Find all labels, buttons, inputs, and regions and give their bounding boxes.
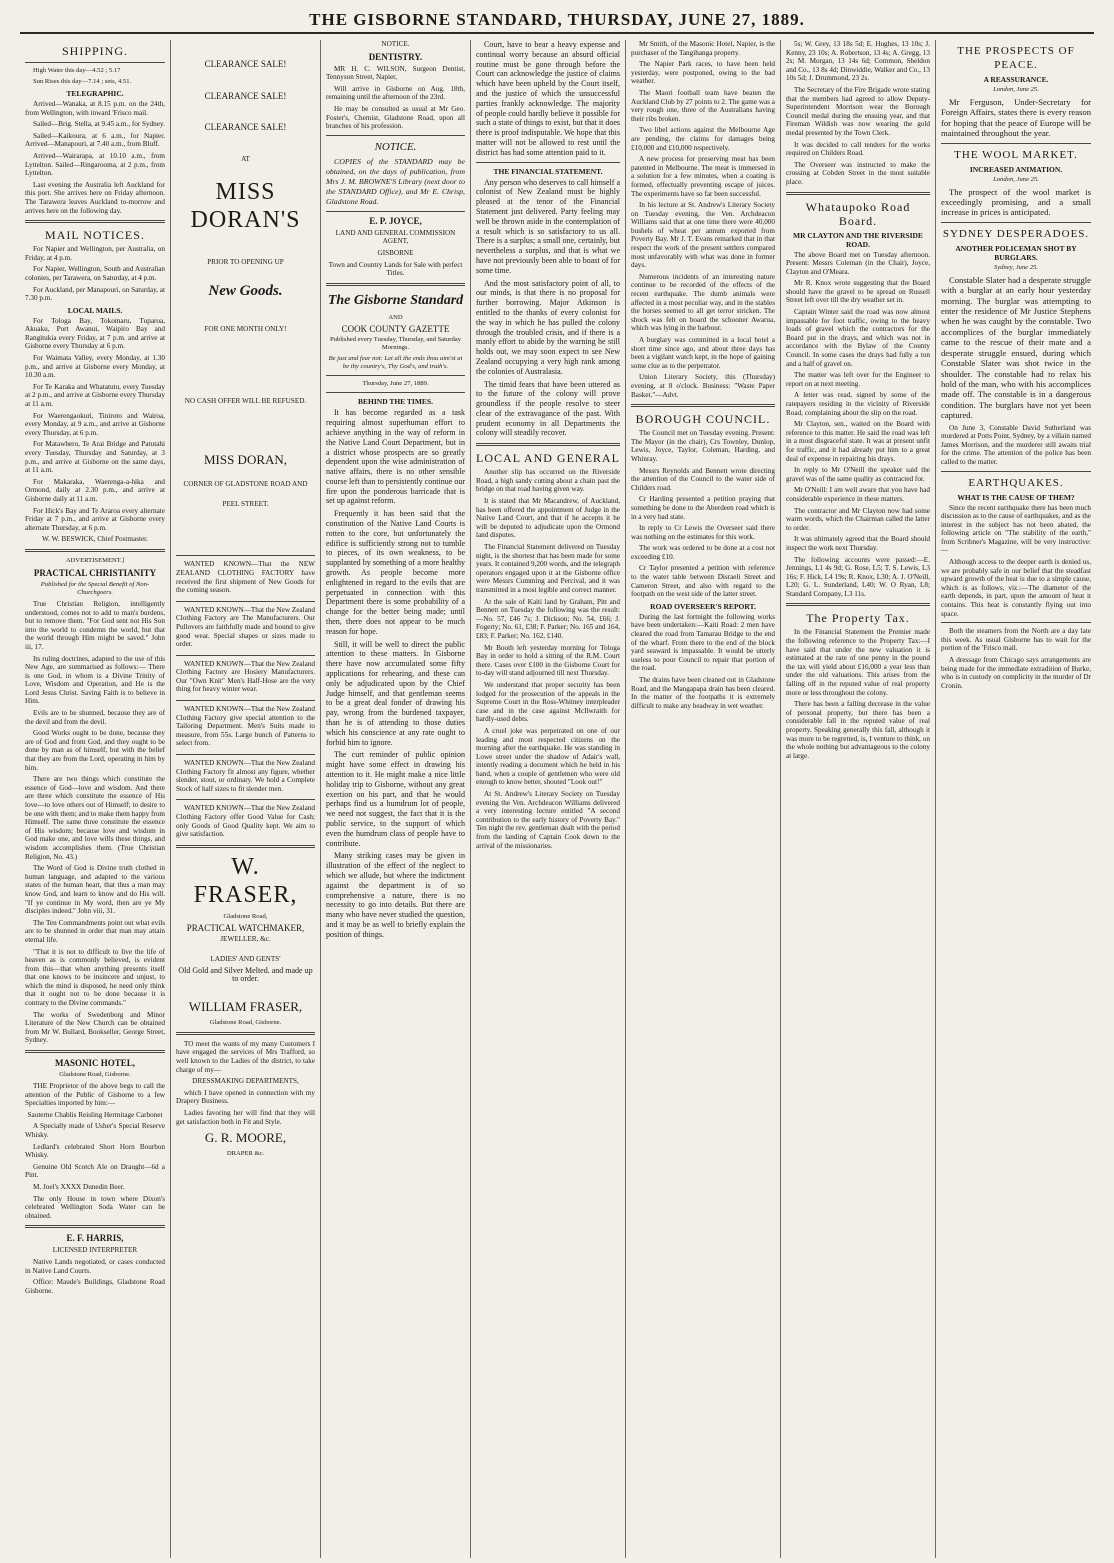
shipping-heading: SHIPPING. (61, 44, 128, 58)
clayton-subheading: MR CLAYTON AND THE RIVERSIDE ROAD. (793, 230, 923, 249)
clearance-sale-3: CLEARANCE SALE! (204, 122, 287, 133)
fraser-address: Gladstone Road, (223, 912, 268, 920)
divider (941, 471, 1091, 472)
news-item: There has been a falling decrease in the value of personal property, but there has been a considerable fall in the reputed value of real property. Speaking generally this fall, although it was more to be regretted, is, I venture to think, on the whole nothing but advantageous to the colony at large. (786, 700, 930, 760)
wanted-known-ad: WANTED KNOWN—That the NEW ZEALAND CLOTHING FACTORY have received the first shipment of New Goods for the coming season. (176, 560, 315, 595)
mail-item: For Matawhero, Te Arai Bridge and Patutahi every Tuesday, Thursday and Saturday, at 3 p.m., and arrive at Gisborne on the same days, at 11 a.m. (25, 440, 165, 475)
advertisement-label: ADVERTISEMENT.] (65, 556, 125, 564)
ad-text: Native Lands negotiated, or cases conducted in Native Land Courts. (25, 1257, 165, 1275)
ad-text: which I have opened in connection with my Drapery Business. (176, 1088, 315, 1106)
shipping-item: Arrived—Wanaka, at 8.15 p.m. on the 24th, from Wellington, with inward 'Frisco mail. (25, 100, 165, 117)
divider (786, 603, 930, 606)
editorial-paragraph: The timid fears that have been uttered as to the future of the colony will prove groundless if the people resolve to steer clear of the extravagance of the past. With prudent economy in all Departments the colony will steadily recover. (476, 379, 620, 438)
divider (176, 1032, 315, 1035)
news-item: In reply to Cr Lewis the Overseer said there was nothing on the estimates for this work. (631, 524, 775, 541)
wanted-known-ad: WANTED KNOWN—That the New Zealand Clothing Factory give special attention to the Tailoring Department. Men's Suits made to measure, from 55s. Large bunch of Patterns to select from. (176, 705, 315, 748)
column-2 (170, 40, 320, 1558)
news-item: Union Literary Society, this (Thursday) evening, at 8 o'clock. Business: "Waste Paper Basket."—Advt. (631, 373, 775, 399)
news-item: Mr Clayton, sen., waited on the Board with reference to this matter. He said the road was left in a most disgraceful state. It was at present unfit for traffic, and it had already put him to a great deal of expense in repairing his drays. (786, 420, 930, 463)
jeweller-label: JEWELLER, &c. (220, 935, 271, 944)
news-item: We understand that proper security has been lodged for the prosecution of the appeals in the Supreme Court in the Ross-Whitney interpleader case and in the case against McIlwraith for hardly-used debts. (476, 680, 620, 724)
notice-heading-2: NOTICE. (374, 140, 417, 153)
divider (326, 135, 465, 136)
news-item: The Council met on Tuesday evening. Present: The Mayor (in the chair), Crs Townley, Dunlop, Lewis, Joyce, Taylor, Coleman, Harding, and Whinray. (631, 429, 775, 463)
mail-item: For Tologa Bay, Tokomaru, Tuparoa, Akuaku, Port Awanui, Waipiro Bay and Rangitukia every Friday, at 7 p.m. and arrive at Gisborne every Thursday at 6 p.m. (25, 316, 165, 351)
road-overseer-heading: ROAD OVERSEER'S REPORT. (650, 601, 756, 611)
editorial-paragraph: And the most satisfactory point of all, to our minds, is that there is no proposal for further borrowing. Major Atkinson is entitled to the thanks of every colonist for the way in which he has pulled the colony through the troubled crisis, and if there is a manly effort to abide by the warning he still holds out, we may soon expect to see New Zealand occupying a very high rank among the colonies of Australasia. (476, 278, 620, 376)
article-paragraph: The works of Swedenborg and Minor Literature of the New Church can be obtained from Mr W. Bullard, Bookseller, George Street, Sydney. (25, 1010, 165, 1045)
clearance-sale-2: CLEARANCE SALE! (204, 90, 287, 101)
new-goods-heading: New Goods. (208, 282, 283, 299)
news-item: 5s; W. Grey, 13 18s 5d; E. Hughes, 13 10s; J. Kenny, 23 10s; A. Robertson, 13 4s; A. Gregg, 13 2s; M. Morgan, 13 14s 6d; Common, Sheldon and Co., 13 8s 4d; Dinwiddie, Walker and Co., 13 10s 5d; J. Drummond, 23 2s. (786, 40, 930, 83)
wool-market-heading: THE WOOL MARKET. (954, 148, 1078, 161)
news-item: Since the recent earthquake there has been much discussion as to the cause of earthquakes, and as the interest in the subject has not been abated, the following article on "The stability of the earth," from Scribner's Magazine, will be very instructive:— (941, 503, 1091, 555)
divider (176, 655, 315, 656)
article-paragraph: Good Works ought to be done, because they are of God and from God, and they ought to be done by man as of himself, but with the belief that they are from the Lord, operating in him by him. (25, 729, 165, 772)
local-mails-heading: LOCAL MAILS. (67, 305, 123, 315)
news-item: Captain Winter said the road was now almost impassable for foot traffic, owing to the heavy loads of gravel which the contractors for the Board put in the drays, and which was not in accordance with the Bylaw of the County Council. In some cases the drays had fully a ton and a half of gravel on. (786, 308, 930, 368)
divider (25, 220, 165, 223)
news-item: The Secretary of the Fire Brigade wrote stating that the members had agreed to allow Deputy-Superintendent Morrison wear the Borough Council medal during the ensuing year, and that Fireman Wildish was now wearing the gold medal presented by the Town Clerk. (786, 85, 930, 137)
newspaper-name: The Gisborne Standard (327, 292, 464, 308)
news-item: Both the steamers from the North are a day late this week. As usual Gisborne has to wait for the portion of the 'Frisco mail. (941, 627, 1091, 653)
column-6 (780, 40, 935, 1558)
wanted-known-ad: WANTED KNOWN—That the New Zealand Clothing Factory are Hosiery Manufacturers. Our "Own Knit" Men's Half-Hose are the very thing for heavy winter wear. (176, 659, 315, 694)
at-label: AT (241, 154, 250, 163)
divider (631, 404, 775, 407)
editorial-heading: BEHIND THE TIMES. (358, 397, 433, 407)
prospects-heading: THE PROSPECTS OF PEACE. (957, 45, 1075, 71)
cable-item: Constable Slater had a desperate struggle with a burglar at an early hour yesterday morning. The burglar was attempting to enter the residence of Mr Justice Stephens when he was caught by the constable. Two accomplices of the burglar immediately came to the rescue of their mate and a desperate struggle ensued, during which Constable Slater was shot twice in the shoulder. The constable had to relax his hold of the man, who with his accomplices made off. The constable is in a dangerous condition. The burglars have not yet been captured. (941, 274, 1091, 421)
published-label: Published every Tuesday, Thursday, and Saturday Mornings. (329, 336, 462, 352)
news-item: The Overseer was instructed to make the crossing at Cobden Street in the most suitable place. (786, 160, 930, 186)
news-item: A cruel joke was perpetrated on one of our leading and most respected citizens on the morning after the earthquake. He was standing in Lowe street under the shadow of Adair's wall, intently reading a document which he held in his hand, when a couple of gentlemen who were old enough to know better, shouted "Look out!" (476, 726, 620, 787)
dentistry-heading: DENTISTRY. (368, 51, 423, 62)
divider (176, 754, 315, 755)
cause-subheading: WHAT IS THE CAUSE OF THEM? (957, 492, 1075, 502)
article-paragraph: "That it is not to difficult to live the life of heaven as is commonly believed, is evident from this—that when anything presents itself that one knows to be insincere and unjust, to which the mind is disposed, he need only think that it ought not to be done because it is contrary to the Divine commands." (25, 947, 165, 1008)
masonic-address: Gladstone Road, Gisborne. (59, 1071, 131, 1079)
article-paragraph: True Christian Religion, intelligently understood, comes not to add to man's burdens, but to remove them. "For God sent not His Son into the world to condemn the world, but that the world through Him might be saved." John iii, 17. (25, 599, 165, 651)
masthead: THE GISBORNE STANDARD, THURSDAY, JUNE 27, 1889. (20, 10, 1094, 34)
practical-christianity-heading: PRACTICAL CHRISTIANITY (33, 567, 157, 578)
divider (476, 443, 620, 446)
divider (25, 1050, 165, 1053)
ad-text: LICENSED INTERPRETER (52, 1246, 138, 1255)
ad-text: He may be consulted as usual at Mr Geo. Foster's, Chemist, Gladstone Road, upon all branches of his profession. (326, 104, 465, 131)
ad-text: Ledlard's celebrated Short Horn Bourbon Whisky. (25, 1142, 165, 1160)
editorial-paragraph: Still, it will be well to direct the public attention to these matters. In Gisborne there have now accumulated some fifty applications for rehearing, and these can only be adjudicated upon by the Chief Judge himself, and that gentleman seems to be a great deal fonder of drawing his pay, wrong from the burdened taxpayer, than he is of attending to those duties which his conscience at any rate ought to forbid him to ignore. (326, 639, 465, 747)
divider (941, 143, 1091, 144)
article-paragraph: Its ruling doctrines, adapted to the use of this New Age, are summarised as follows:— There is one God, in whom is a Divine Trinity of Love, Wisdom and Operation, and He is the Lord Jesus Christ. Saving Faith is to believe in Him. (25, 654, 165, 706)
notice-heading: NOTICE. (381, 40, 410, 48)
news-item: The above Board met on Tuesday afternoon. Present: Messrs Coleman (in the Chair), Joyce, Clayton and O'Meara. (786, 250, 930, 276)
article-paragraph: Evils are to be shunned, because they are of the devil and from the devil. (25, 709, 165, 726)
gold-label: Old Gold and Silver Melted. and made up to order. (178, 965, 313, 984)
joyce-heading: E. P. JOYCE, (369, 215, 422, 226)
mail-item: For Waimata Valley, every Monday, at 1.30 p.m., and arrive at Gisborne every Monday, at 10.30 a.m. (25, 354, 165, 380)
harris-heading: E. F. HARRIS, (66, 1233, 124, 1244)
column-4 (470, 40, 625, 1558)
policeman-subheading: ANOTHER POLICEMAN SHOT BY BURGLARS. (955, 243, 1077, 262)
newspaper-and: AND (388, 313, 403, 321)
ad-text: LAND AND GENERAL COMMISSION AGENT, (335, 228, 456, 246)
increased-animation-subheading: INCREASED ANIMATION. (969, 164, 1063, 174)
divider (941, 622, 1091, 623)
wanted-known-ad: WANTED KNOWN—That the New Zealand Clothing Factory offer Good Value for Cash; only Goods of Good Quality kept. We aim to give satisfaction. (176, 804, 315, 839)
whataupoko-heading: Whataupoko Road Board. (805, 199, 911, 228)
news-item: The drains have been cleaned out in Gladstone Road, and the Mangapapa drain has been cleared. In the matter of the footpaths it is extremely difficult to make any headway in wet weather. (631, 676, 775, 710)
news-item: The following accounts were passed:—E. Jennings, L1 4s 9d; G. Rose, L5; T. S. Lewis, L3 16s; F. Hick, L4 19s; R. Knox, L30; A. J. O'Neill, L20; G. L. Sunderland, L40; W. O Ryan, L8; Standard Company, L3 11s. (786, 555, 930, 598)
news-item: Two libel actions against the Melbourne Age are pending, the claims for damages being £10,000 and £10,000 respectively. (631, 126, 775, 152)
dressmaking-label: DRESSMAKING DEPARTMENTS, (192, 1077, 299, 1086)
doran-address: CORNER OF GLADSTONE ROAD AND (183, 480, 308, 489)
news-item: Messrs Reynolds and Bennett wrote directing the attention of the Council to the water side of Childers road. (631, 466, 775, 492)
divider (326, 211, 465, 212)
divider (786, 192, 930, 195)
divider (326, 392, 465, 393)
mail-item: For Hick's Bay and Te Araroa every alternate Friday at 7 p.m., and arrive at Gisborne every alternate Thursday, at 6 p.m. (25, 506, 165, 532)
doran-street: PEEL STREET. (222, 499, 269, 508)
gazette-name: COOK COUNTY GAZETTE (341, 323, 450, 334)
miss-dorans-heading: MISS DORAN'S (190, 179, 301, 234)
article-paragraph: The Word of God is Divine truth clothed in human language, and adapted to the various states of the human heart, that thus a man may know God, and learn to know and do His will. "If ye continue in My word, then are ye My disciples indeed." John viii, 31. (25, 864, 165, 916)
divider (25, 1225, 165, 1228)
wine-list: Sauterne Chablis Reisling Hermitage Carbonet (27, 1110, 163, 1119)
news-item: A new process for preserving meat has been patented in Melbourne. The meat is immersed in a solution for a few minutes, when a coating is formed, effectually preventing escape of juices. The experiments have so far been successful. (631, 155, 775, 198)
news-item: It was ultimately agreed that the Board should inspect the work next Thursday. (786, 535, 930, 552)
news-item: Cr Harding presented a petition praying that something be done to the Aberdeen road which is in a very bad state. (631, 495, 775, 521)
clearance-sale-1: CLEARANCE SALE! (204, 59, 287, 69)
ad-text: Will arrive in Gisborne on Aug. 18th, remaining until the afternoon of the 23rd. (326, 84, 465, 102)
prior-label: PRIOR TO OPENING UP (207, 258, 284, 267)
divider (326, 375, 465, 376)
column-1 (20, 40, 170, 1558)
news-item: It is stated that Mr Macandrew, of Auckland, has been offered the appointment of Judge in the Native Land Court, and that if he accepts it he will be deputed to adjudicate upon the Ormond land disputes. (476, 497, 620, 540)
earthquakes-heading: EARTHQUAKES. (968, 476, 1064, 489)
dateline: London, June 25. (993, 175, 1039, 183)
news-item: Another slip has occurred on the Riverside Road, a high sandy cutting about a chain past the bridge on that road having given way. (476, 468, 620, 494)
mail-item: For Napier and Wellington, per Australia, on Friday, at 4 p.m. (25, 245, 165, 262)
news-item: A burglary was committed in a local hotel a short time since ago, and about three days has been a vigilant watch kept, in the hope of gaining some clue as to the perpetrator. (631, 336, 775, 370)
one-month-label: FOR ONE MONTH ONLY! (204, 324, 287, 333)
mail-item: For Auckland, per Manapouri, on Saturday, at 7.30 p.m. (25, 285, 165, 303)
news-item: The Napier Park races, to have been held yesterday, were postponed, owing to the bad weather. (631, 60, 775, 86)
divider (176, 601, 315, 602)
news-item: Mr Booth left yesterday morning for Tologa Bay in order to hold a sitting of the R.M. Court there. Cases over £100 in the Gisborne Court for to-day will stand adjourned till next Thursday. (476, 643, 620, 678)
divider (941, 222, 1091, 223)
news-item: In the Financial Statement the Premier made the following reference to the Property Tax:—I have said that under the new valuation it is estimated at the rate of one penny in the pound the tax will yield about £16,000 a year less than under the old valuations. This arises from the falling off in the reputed value of real property more or less throughout the colony. (786, 628, 930, 697)
ad-text: TO meet the wants of my many Customers I have engaged the services of Mrs Trafford, so well known to the Ladies of the district, to take charge of my— (176, 1039, 315, 1074)
divider (176, 845, 315, 848)
column-3 (320, 40, 470, 1558)
dateline: Sydney, June 25. (994, 263, 1038, 271)
news-item: During the last fortnight the following works have been undertaken:—Kaiti Road: 2 men have cleared the road from Tamarau Bridge to the end of the wharf. From there to the end of the block yard seaward is impassable. It would be utterly useless to pour Council to repair that portion of the road. (631, 612, 775, 673)
divider (176, 700, 315, 701)
divider (176, 799, 315, 800)
wanted-known-ad: WANTED KNOWN—That the New Zealand Clothing Factory fit almost any figure, whether slender, stout, or ordinary. We hold a Complete Stock of half sizes to fit slender men. (176, 759, 315, 793)
news-item: Mr R. Knox wrote suggesting that the Board should have the gravel to be spread on Russell Street left over till the dry weather set in. (786, 279, 930, 305)
fraser2-address: Gladstone Road, Gisborne. (209, 1018, 282, 1026)
local-and-general-heading: LOCAL AND GENERAL (476, 451, 620, 466)
telegraphic-heading: TELEGRAPHIC. (66, 89, 124, 98)
column-7 (935, 40, 1096, 1558)
ad-text: Office: Maude's Buildings, Gladstone Road Gisborne. (25, 1278, 165, 1295)
news-item: Although access to the deeper earth is denied us, we are probably safe in our belief that the steadfast upward growth of the heat is due to a simple cause, which is as follows, viz.:—The diameter of the earth depends, in part, upon the amount of heat it contains. This heat is constantly flying out into space. (941, 558, 1091, 618)
editorial-paragraph: Frequently it has been said that the constitution of the Native Land Courts is rotten to the core, but unfortunately the edifice is sufficiently strong not to tumble to pieces, of its own weakness, to be supplanted by something of a more healthy growth. As people become more enlightened in regard to the evils that are perpetuated in connection with this Department there is some probability of a change for the better being made; until then, there does not appear to be much reason for hope. (326, 509, 465, 636)
column-5 (625, 40, 780, 1558)
ad-text: GISBORNE (377, 248, 414, 257)
wanted-known-ad: WANTED KNOWN—That the New Zealand Clothing Factory are The Manufacturers. Our Pullovers are faithfully made and bound to give good wear. Special shapes or sizes made to order. (176, 605, 315, 649)
shipping-item: Sailed—Kaikoura, at 6 a.m., for Napier. Arrived—Manapouri, at 7.40 a.m., from Bluff. (25, 131, 165, 149)
watchmaker-label: PRACTICAL WATCHMAKER, (186, 922, 305, 933)
copies-notice: COPIES of the STANDARD may be obtained, on the days of publication, from Mrs J. M. BROWNE'S Library (next door to the STANDARD Office), and Mr E. Chrisp, Gladstone Road. (326, 156, 465, 206)
news-item: Mr Smith, of the Masonic Hotel, Napier, is the purchaser of the Tangihanga property. (631, 40, 775, 57)
news-item: The work was ordered to be done at a cost not exceeding £10. (631, 544, 775, 561)
issue-date: Thursday, June 27, 1889. (362, 380, 429, 388)
moore-name: G. R. MOORE, (204, 1130, 287, 1146)
ad-text: M. Joel's XXXX Dunedin Beer. (33, 1182, 125, 1191)
divider (476, 162, 620, 163)
reassurance-subheading: A REASSURANCE. (983, 75, 1049, 84)
shipping-item: Last evening the Australia left Auckland for this port. She arrives here on Friday afternoon. The Tarawera leaves Auckland to-morrow and arrives here on the following day. (25, 180, 165, 215)
divider (25, 549, 165, 552)
editorial-paragraph: It has become regarded as a task requiring almost superhuman effort to achieve anything in the way of reform in the Native Land Court Department, but in a district whose prospects are so greatly dependent upon the wise administration of native affairs, there is no other sensible course left than to persistently continue our fire upon the ponderous barricade that is set up against reform. (326, 408, 465, 506)
ad-text: Genuine Old Scotch Ale on Draught—6d a Pint. (25, 1162, 165, 1180)
news-item: It was decided to call tenders for the works required on Childers Road. (786, 140, 930, 158)
divider (176, 555, 315, 556)
mail-notices-heading: MAIL NOTICES. (45, 228, 145, 243)
fraser-heading: W. FRASER, (193, 853, 298, 908)
ad-text: THE Proprietor of the above begs to call the attention of the Public of Gisborne to a few Specialties imported by him:— (25, 1082, 165, 1108)
miss-doran-name: MISS DORAN, (203, 452, 288, 468)
ad-text: MR H. C. WILSON, Surgeon Dentist, Tennyson Street, Napier, (326, 64, 465, 82)
news-item: The Financial Statement delivered on Tuesday night, is the shortest that has been made for some years. It contained 9,200 words, and the telegraph operators engaged upon it at the Gisborne office were Messrs Cumming and Percival, and it was transmitted in a most legible and correct manner. (476, 543, 620, 594)
ad-text: A Specially made of Usher's Special Reserve Whisky. (25, 1122, 165, 1139)
news-item: The Maori football team have beaten the Auckland Club by 27 points to 2. The game was a very rough one, three of the Australians having their ribs broken. (631, 88, 775, 123)
shipping-item: Sailed—Brig. Stella, at 9.45 a.m., for Sydney. (33, 120, 165, 129)
columns (20, 40, 1096, 1558)
mail-item: For Te Karaka and Whatatutu, every Tuesday at 2 p.m., and arrive at Gisborne every Thursday at 11 a.m. (25, 382, 165, 409)
draper-label: DRAPER &c. (226, 1150, 265, 1158)
mail-item: For Napier, Wellington, South and Australian colonies, per Tarawera, on Saturday, at 4 p.m. (25, 265, 165, 282)
article-paragraph: The Ten Commandments point out what evils are to be shunned in order that man may attain eternal life. (25, 918, 165, 944)
news-item: The contractor and Mr Clayton now had some warm words, which the Chairman called the latter to order. (786, 506, 930, 532)
cable-item: Mr Ferguson, Under-Secretary for Foreign Affairs, states there is every reason for hoping that the peace of Europe will be maintained throughout the year. (941, 97, 1091, 139)
ad-text: Ladies favoring her will find that they will get satisfaction both in Fit and Style. (176, 1108, 315, 1126)
no-cash-label: NO CASH OFFER WILL BE REFUSED. (184, 396, 307, 405)
divider (25, 62, 165, 63)
news-item: In reply to Mr O'Neill the speaker said the gravel was of the same quality as contracted for. (786, 466, 930, 483)
news-item: A letter was read, signed by some of the ratepayers residing in the vicinity of Riverside Road, complaining about the slip on the road. (786, 391, 930, 417)
editorial-paragraph: Many striking cases may be given in illustration of the effect of the neglect to which we allude, but where the indictment against the department is of so comprehensive a nature, there is no necessity to go into details. But there are many who have never studied the question, and it may be as well to briefly explain the position of things. (326, 851, 465, 939)
editorial-paragraph: Court, have to bear a heavy expense and continual worry because an absurd official routine must be gone through before the Court can acknowledge the justice of claims which have been upheld by the Court itself, and the justice of which the unsuccessful parties frankly acknowledge. The majority of people could hardly believe it possible for such a state of things to exist, but that it does there is proof indisputable. We hope that this matter will not be allowed to rest until the district has had some attention paid to it. (476, 40, 620, 157)
news-item: On June 3, Constable David Sutherland was murdered at Potts Point, Sydney, by a villain named James Morrison, and the murderer still awaits trial for the crime. The attention of the police has been called to the matter. (941, 423, 1091, 466)
news-item: At St. Andrew's Literary Society on Tuesday evening the Ven. Archdeacon Williams delivered a very interesting lecture entitled "A second contribution to the early history of Poverty Bay." Ten night the rev. gentleman dealt with the period from the landing of Captain Cook down to the arrival of the missionaries. (476, 790, 620, 850)
ad-text: The only House in town where Dixon's celebrated Wellington Soda Water can be obtained. (25, 1194, 165, 1220)
ad-text: Town and Country Lands for Sale with perfect Titles. (328, 260, 463, 278)
william-fraser-name: WILLIAM FRASER, (188, 998, 303, 1014)
masonic-hotel-heading: MASONIC HOTEL, (54, 1058, 135, 1069)
news-item: Numerous incidents of an interesting nature continue to be recorded of the effects of the recent earthquake. The dumb animals were affected in a most peculiar way, and in the stables the horses seemed to all get terror stricken. The shock was felt on board the schooner Awarua, which was lying in the harbour. (631, 272, 775, 333)
property-tax-heading: The Property Tax. (806, 611, 910, 626)
mail-item: For Makaraka, Waerenga-a-hika and Ormond, daily at 2.30 p.m., and arrive at Gisborne daily at 11 a.m. (25, 477, 165, 503)
divider (326, 283, 465, 286)
shipping-item: Arrived—Wairarapa, at 10.10 a.m., from Lyttelton. Sailed—Ringarooma, at 2 p.m., from Lyttelton. (25, 151, 165, 178)
ladies-label: LADIES' AND GENTS' (210, 954, 281, 963)
practical-subheading: Published for the Special Benefit of Non-Churchgoers. (40, 580, 150, 596)
news-item: A dressage from Chicago says arrangements are being made for the immediate extradition of Burke, who is in custody on complicity in the murder of Dr Cronin. (941, 656, 1091, 690)
editorial-paragraph: Any person who deserves to call himself a colonist of New Zealand must be highly pleased at the tenor of the Financial Statement just delivered. Party feeling may well be thrown aside in the contemplation of a result which is so satisfactory to us all. There is a surplus; a small one, certainly, but nevertheless a surplus, and that is what we have not previously been able to boast of for some time. (476, 177, 620, 275)
news-item: At the sale of Kaiti land by Graham, Pitt and Bennett on Tuesday the following was the result:—No. 57, £46 7s; J. Dickson; No. 54, £66; J. Fogerty; No. 61, £38; F. Parker; No. 165 and 164, £83; F. Parker; No. 162, £140. (476, 597, 620, 640)
motto: Be just and fear not: Let all the ends thou aim'st at be thy country's, Thy God's, and truth's. (328, 355, 463, 371)
news-item: The matter was left over for the Engineer to report on at next meeting. (786, 371, 930, 388)
mail-item: For Waerengaokuri, Tinirоto and Wairoa, every Monday, at 9 a.m., and arrive at Gisborne every Thursday, at 6 p.m. (25, 411, 165, 437)
cable-item: The prospect of the wool market is exceedingly promising, and a small increase in prices is anticipated. (941, 186, 1091, 218)
sun-times: Sun Rises this day—7.14 ; sets, 4.51. (33, 78, 132, 85)
sydney-heading: SYDNEY DESPERADOES. (942, 227, 1090, 240)
tides: High Water this day—4.52 ; 5.17 (33, 67, 121, 74)
news-item: Cr Taylor presented a petition with reference to the water table between Disraeli Street and Cameron Street, and also with regard to the footpath on the west side of the latter street. (631, 564, 775, 599)
borough-council-heading: BOROUGH COUNCIL. (635, 412, 771, 427)
article-paragraph: There are two things which constitute the essence of God—love and wisdom. And there are three which constitute the essence of His love—to love others out of Himself; to desire to be one with them; and to make them happy from Himself. The same three constitute the essence of His wisdom; because love and wisdom in God make one, and love wills these things, and wisdom accomplishes them. (True Christian Religion, No. 43.) (25, 775, 165, 861)
news-item: Mr O'Neill: I am well aware that you have had considerable experience in these matters. (786, 486, 930, 503)
dateline: London, June 25. (993, 86, 1039, 93)
financial-statement-heading: THE FINANCIAL STATEMENT. (493, 166, 603, 176)
news-item: In his lecture at St. Andrew's Literary Society on Tuesday evening, the Ven. Archdeacon Williams said that at one time there were 40,000 bushels of wheat per annum exported from Poverty Bay. Mr J. T. Evans remarked that in that respect the work of the present settlers compared most unfavorably with what was done in former days. (631, 201, 775, 270)
editorial-paragraph: The curt reminder of public opinion might have some effect in drawing his attention to it. He might make a nice little holiday trip to Gisborne, without any great exertion on his part, and that he would perhaps find us a humdrum lot of people, we need not suggest, the fact that it is the public service, to the support of which even the humdrum class of people have to contribute. (326, 750, 465, 848)
postmaster-signature: W. W. BESWICK, Chief Postmaster. (42, 535, 148, 544)
